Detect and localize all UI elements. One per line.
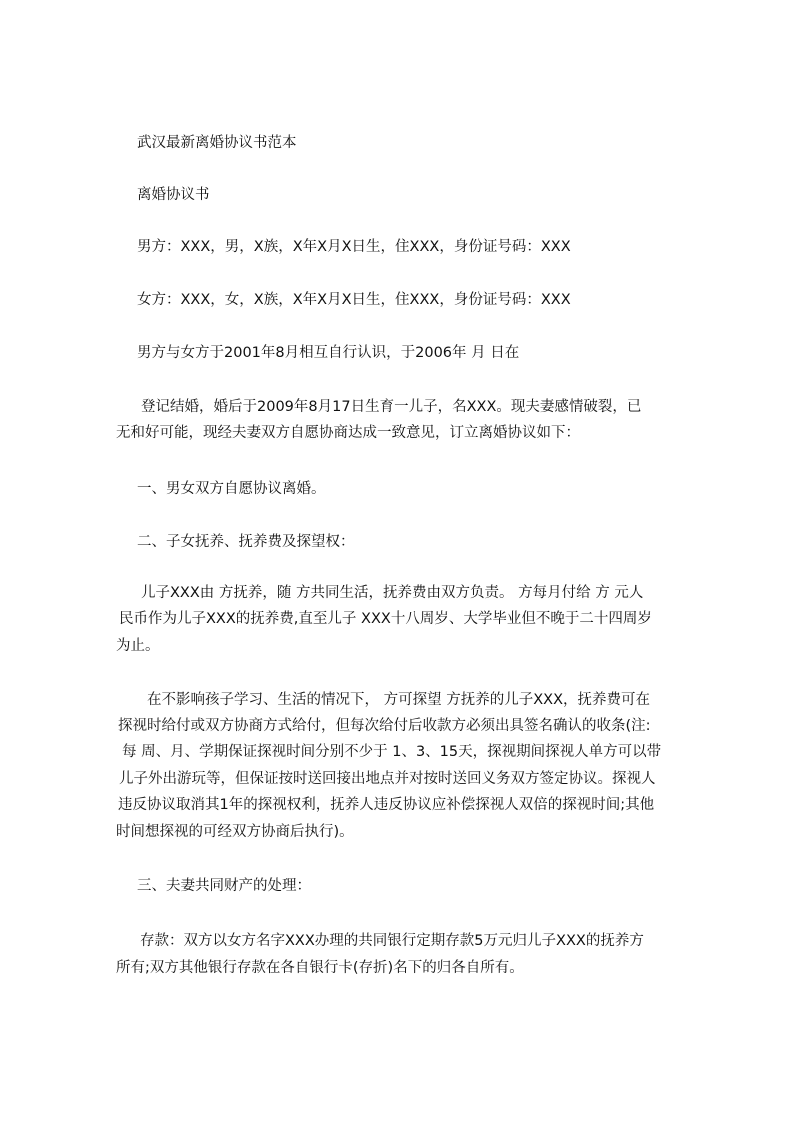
custody-paragraph-line: 为止。 <box>116 638 160 654</box>
visitation-paragraph-line: 在不影响孩子学习、生活的情况下， 方可探望 方抚养的儿子XXX，抚养费可在 <box>147 692 651 708</box>
party-male: 男方：XXX，男，X族，X年X月X日生，住XXX，身份证号码：XXX <box>137 239 571 255</box>
visitation-paragraph-line: 每 周、月、学期保证探视时间分别不少于 1、3、15天，探视期间探视人单方可以带 <box>122 744 662 760</box>
document-title: 武汉最新离婚协议书范本 <box>137 135 297 151</box>
marriage-paragraph-line: 登记结婚，婚后于2009年8月17日生育一儿子，名XXX。现夫妻感情破裂，已 <box>141 399 642 415</box>
section-1-heading: 一、男女双方自愿协议离婚。 <box>137 481 326 497</box>
acquaintance-paragraph: 男方与女方于2001年8月相互自行认识，于2006年 月 日在 <box>137 345 520 361</box>
visitation-paragraph-line: 时间想探视的可经双方协商后执行)。 <box>116 824 354 840</box>
party-female: 女方：XXX，女，X族，X年X月X日生，住XXX，身份证号码：XXX <box>137 292 571 308</box>
section-2-heading: 二、子女抚养、抚养费及探望权： <box>137 534 355 550</box>
document-heading: 离婚协议书 <box>137 187 210 203</box>
visitation-paragraph-line: 探视时给付或双方协商方式给付，但每次给付后收款方必须出具签名确认的收条(注: <box>118 718 651 734</box>
visitation-paragraph-line: 违反协议取消其1年的探视权利，抚养人违反协议应补偿探视人双倍的探视时间;其他 <box>118 797 655 813</box>
visitation-paragraph-line: 儿子外出游玩等，但保证按时送回接出地点并对按时送回义务双方签定协议。探视人 <box>119 771 656 787</box>
section-3-heading: 三、夫妻共同财产的处理： <box>137 878 311 894</box>
deposit-paragraph-line: 存款：双方以女方名字XXX办理的共同银行定期存款5万元归儿子XXX的抚养方 <box>140 933 644 949</box>
marriage-paragraph-line: 无和好可能，现经夫妻双方自愿协商达成一致意见，订立离婚协议如下： <box>116 425 580 441</box>
deposit-paragraph-line: 所有;双方其他银行存款在各自银行卡(存折)名下的归各自所有。 <box>116 960 524 976</box>
custody-paragraph-line: 儿子XXX由 方抚养，随 方共同生活，抚养费由双方负责。 方每月付给 方 元人 <box>141 585 644 601</box>
custody-paragraph-line: 民币作为儿子XXX的抚养费,直至儿子 XXX十八周岁、大学毕业但不晚于二十四周岁 <box>119 611 652 627</box>
